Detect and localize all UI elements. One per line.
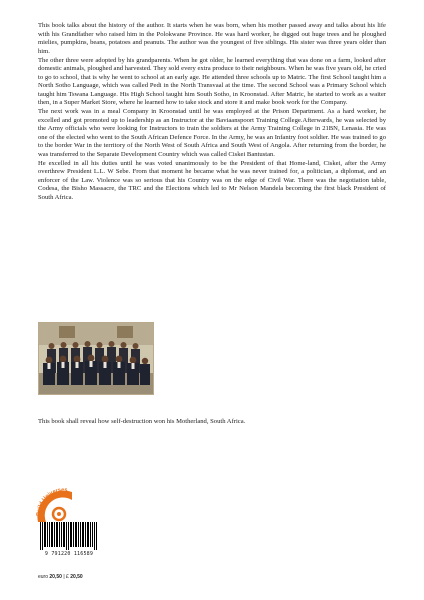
publisher-logo xyxy=(32,482,92,522)
publisher-logo-text: Build Universes xyxy=(35,487,68,517)
price-line: euro 20,50 | £ 20,50 xyxy=(38,574,83,580)
price-euro-label: euro xyxy=(38,574,49,580)
publisher-logo-icon xyxy=(32,482,92,522)
blurb-paragraph: The other three were adopted by his grandparents. When he got older, he learned everything that was done on a farm, looked after domestic animals, ploughed and harvested. They sold every extra produce to their neighbours. When he was five years old, he cried to go to school, that is why he went to school at an early age. He attended three schools up to Matric. The first School taught him a North Sotho Language, which was called Pedi in the North Transvaal at the time. The second School was a Primary School which taught him Tswana Language. His High School taught him South Sotho, in Kroonstad. After Matric, he started to work as a waiter then, in a Super Market Store, where he learned how to take stock and store it and make book work for the Company. xyxy=(38,56,386,106)
closing-line: This book shall reveal how self-destruction won his Motherland, South Africa. xyxy=(38,418,246,425)
blurb-paragraph: He excelled in all his duties until he was voted unanimously to be the President of that Home-land, Ciskei, after the Army overthrew President L.L. W Sebe. From that moment he became what he was never trained for, a politician, a diplomat, and an enforcer of the Law. Violence was so serious that his Country was on the edge of Civil War. There was the negotiation table, Codesa, the Bisho Massacre, the TRC and the Elections which led to Mr Nelson Mandela becoming the first black President of South Africa. xyxy=(38,159,386,201)
back-cover-blurb xyxy=(38,22,386,203)
price-gbp-label: £ xyxy=(66,574,69,580)
price-gbp-value: 20,50 xyxy=(70,574,83,580)
group-photo-image xyxy=(39,323,153,394)
blurb-paragraph: The next work was in a meal Company in Kroonstad until he was employed at the Prison Department. As a hard worker, he excelled and got promoted up to leadership as an Instructor at the Baviaanspoort Training College.Afterwards, he was selected by the Army officials who were looking for Instructors to train the soldiers at the Army Training College in 21BN, Lenasia. He was one of the elected who went to the South African Defence Force. In the Army, he was an Infantry foot soldier. He was trained to go to the border War in the territory of the North West of South Africa and South West of Angola. After returning from the border, he was transferred to the Separate Development Country which was called Ciskei Bantustan. xyxy=(38,108,386,158)
barcode-bars xyxy=(38,522,100,550)
blurb-paragraph: This book talks about the history of the author. It starts when he was born, when his mother passed away and talks about his life with his Grandfather who raised him in the Polokwane Province. He was hard worker, he digged out huge trees and he ploughed mielies, pumpkins, beans, potatoes and peanuts. The author was the youngest of five siblings. His sister was three years older than him. xyxy=(38,22,386,55)
price-euro-value: 20,50 xyxy=(49,574,62,580)
group-photo xyxy=(38,322,154,395)
barcode-digits: 9 791220 116589 xyxy=(44,551,94,557)
